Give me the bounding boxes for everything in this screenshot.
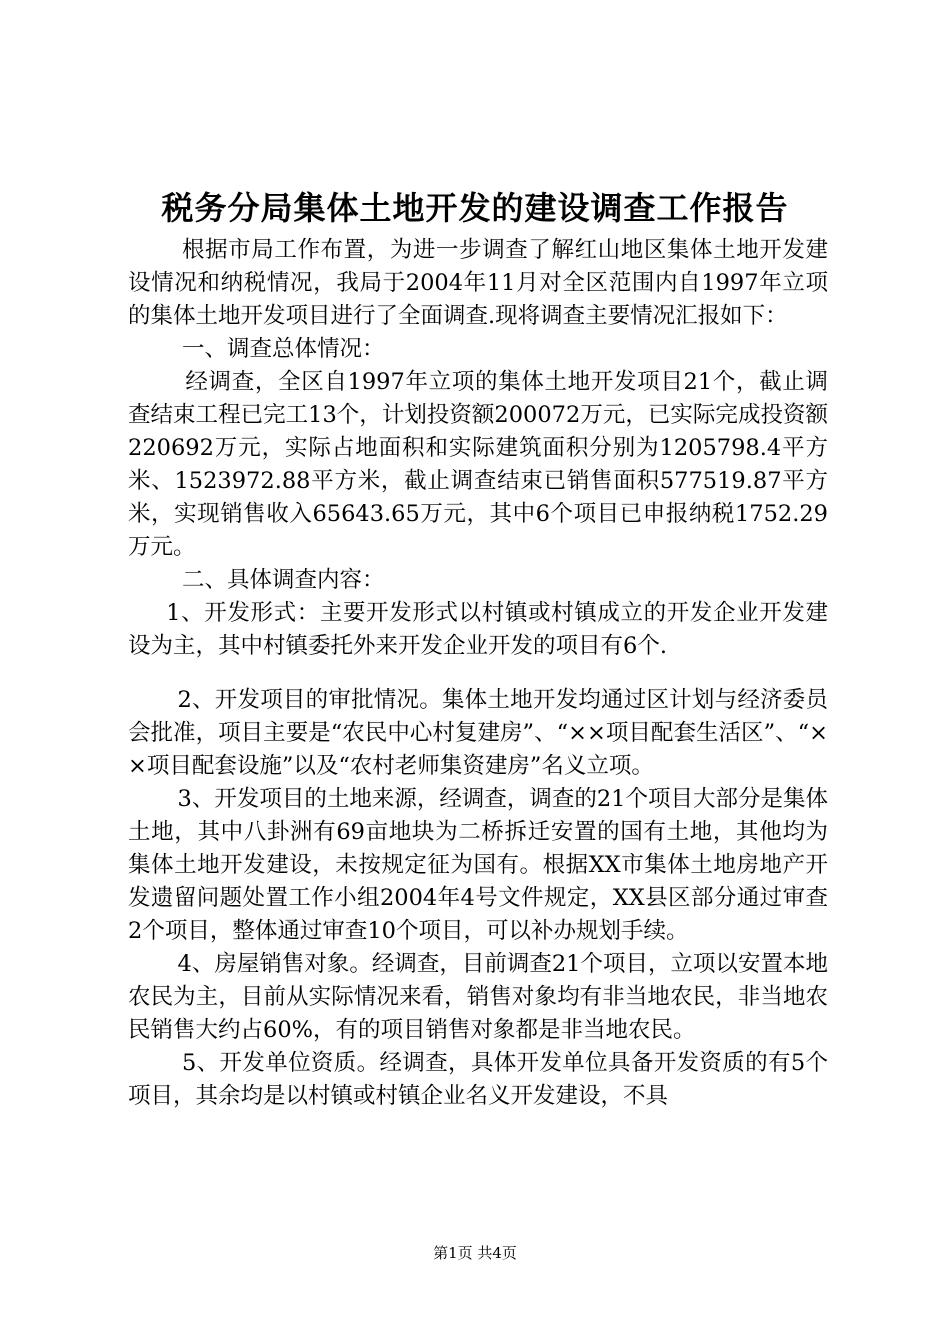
- detail-item-qualification: 5、开发单位资质。经调查，具体开发单位具备开发资质的有5个项目，其余均是以村镇或村镇企业名义开发建设，不具: [128, 1050, 828, 1109]
- intro-paragraph: 根据市局工作布置，为进一步调查了解红山地区集体土地开发建设情况和纳税情况，我局于2004年11月对全区范围内自1997年立项的集体土地开发项目进行了全面调查.现将调查主要情况汇报如下：: [128, 237, 828, 329]
- document-body: [128, 234, 828, 1113]
- overview-paragraph: 经调查，全区自1997年立项的集体土地开发项目21个，截止调查结束工程已完工13个，计划投资额200072万元，已实际完成投资额220692万元，实际占地面积和实际建筑面积分别为1205798.4平方米、1523972.88平方米，截止调查结束已销售面积577519.87平方米，实现销售收入65643.65万元，其中6个项目已申报纳税1752.29万元。: [128, 369, 828, 560]
- section-heading-details: 二、具体调查内容：: [182, 567, 385, 593]
- detail-item-sales-target: 4、房屋销售对象。经调查，目前调查21个项目，立项以安置本地农民为主，目前从实际情况来看，销售对象均有非当地农民，非当地农民销售大约占60%，有的项目销售对象都是非当地农民。: [128, 951, 828, 1043]
- document-title: 税务分局集体土地开发的建设调查工作报告: [161, 189, 789, 227]
- page-number-footer: 第1页 共4页: [433, 1244, 517, 1262]
- detail-item-development-form: 1、开发形式：主要开发形式以村镇或村镇成立的开发企业开发建设为主，其中村镇委托外来开发企业开发的项目有6个.: [128, 600, 828, 659]
- detail-item-land-source: 3、开发项目的土地来源，经调查，调查的21个项目大部分是集体土地，其中八卦洲有69亩地块为二桥拆迁安置的国有土地，其他均为集体土地开发建设，未按规定征为国有。根据XX市集体土地房地产开发遗留问题处置工作小组2004年4号文件规定，XX县区部分通过审查2个项目，整体通过审查10个项目，可以补办规划手续。: [128, 786, 828, 944]
- section-heading-overview: 一、调查总体情况：: [182, 336, 385, 362]
- detail-item-approval: 2、开发项目的审批情况。集体土地开发均通过区计划与经济委员会批准，项目主要是“农民中心村复建房”、“××项目配套生活区”、“××项目配套设施”以及“农村老师集资建房”名义立项。: [128, 687, 828, 779]
